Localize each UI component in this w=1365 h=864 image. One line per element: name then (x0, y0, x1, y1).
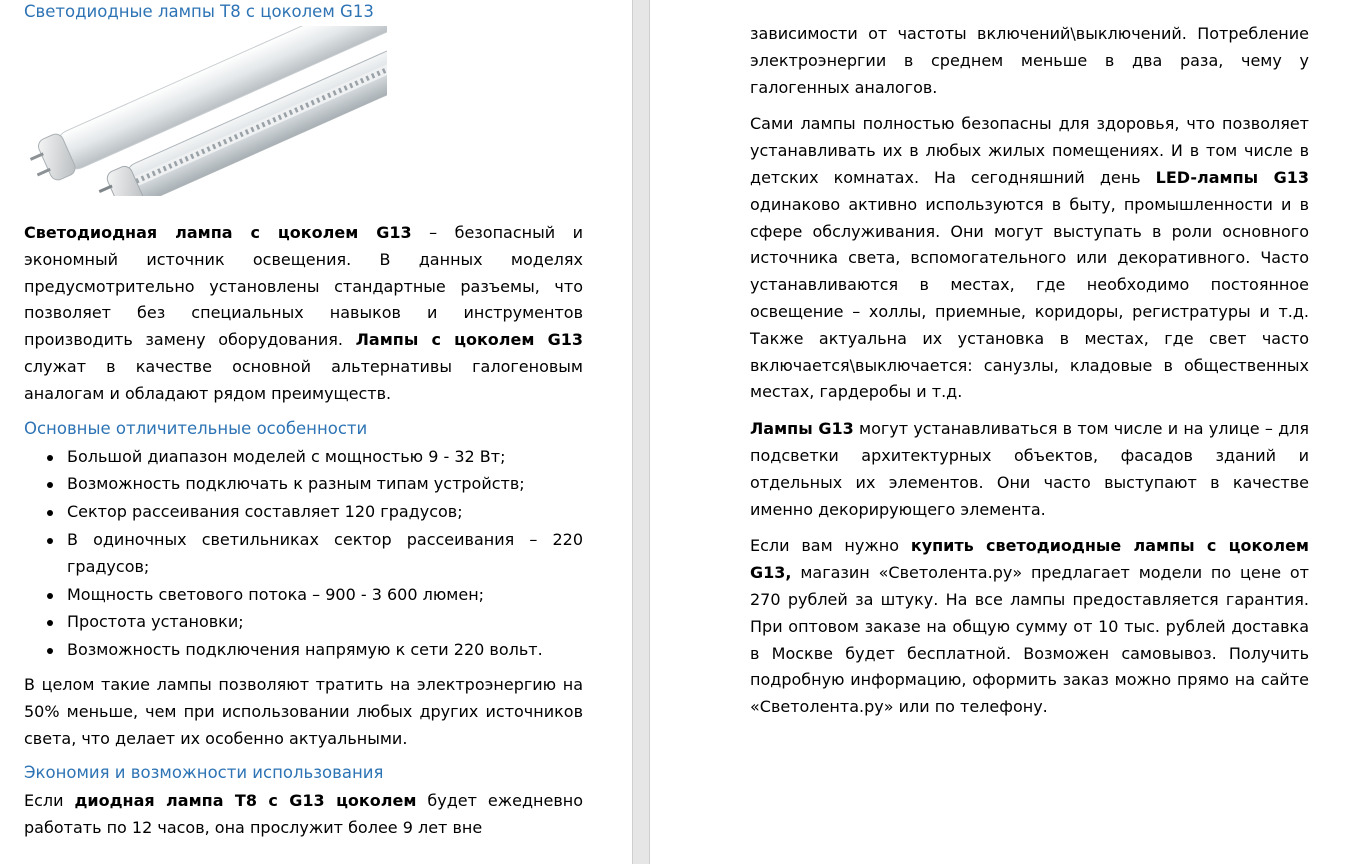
features-heading: Основные отличительные особенности (24, 418, 368, 438)
outdoor-paragraph: Лампы G13 могут устанавливаться в том числе и на улице – для подсветки архитектурных объектов, фасадов зданий и отдельных их элементов. Они часто выступают в качестве именно декорирующего элемента. (750, 419, 1310, 519)
summary-paragraph: В целом такие лампы позволяют тратить на электроэнергию на 50% меньше, чем при использовании любых других источников света, что делает их особенно актуальными. (24, 674, 583, 748)
purchase-paragraph: Если вам нужно купить светодиодные лампы с цоколем G13, магазин «Светолента.ру» предлагает модели по цене от 270 рублей за штуку. На все лампы предоставляется гарантия. При оптовом заказе на общую сумму от 10 тыс. рублей доставка в Москве будет бесплатной. Возможен самовывоз. Получить подробную информацию, оформить заказ можно прямо на сайте «Светолента.ру» или по телефону. (750, 536, 1310, 717)
list-item: Сектор рассеивания составляет 120 градусов; (67, 499, 583, 526)
list-item: Возможность подключать к разным типам устройств; (67, 471, 583, 498)
list-item: Большой диапазон моделей с мощностью 9 - 32 Вт; (67, 444, 583, 471)
document-page-left (0, 0, 632, 864)
list-item: Мощность светового потока – 900 - 3 600 люмен; (67, 582, 583, 609)
led-tube-lamps-photo (24, 26, 387, 196)
left-column (24, 0, 583, 852)
economy-paragraph: Если диодная лампа Т8 с G13 цоколем будет ежедневно работать по 12 часов, она прослужит более 9 лет вне (24, 791, 584, 838)
list-item: В одиночных светильниках сектор рассеивания – 220 градусов; (67, 527, 583, 581)
page-gap (632, 0, 650, 864)
economy-heading: Экономия и возможности использования (24, 763, 384, 783)
list-item: Простота установки; (67, 609, 583, 636)
right-column (750, 21, 1309, 731)
document-title: Светодиодные лампы Т8 с цоколем G13 (24, 2, 374, 21)
intro-paragraph: Светодиодная лампа с цоколем G13 – безопасный и экономный источник освещения. В данных моделях предусмотрительно установлены стандартные разъемы, что позволяет без специальных навыков и инструментов производить замену оборудования. Лампы с цоколем G13 служат в качестве основной альтернативы галогеновым аналогам и обладают рядом преимуществ. (24, 223, 583, 403)
safety-paragraph: Сами лампы полностью безопасны для здоровья, что позволяет устанавливать их в любых жилых помещениях. И в том числе в детских комнатах. На сегодняшний день LED-лампы G13 одинаково активно используются в быту, промышленности и в сфере обслуживания. Они могут выступать в роли основного источника света, вспомогательного или декоративного. Часто устанавливаются в местах, где необходимо постоянное освещение – холлы, приемные, коридоры, регистратуры и т.д. Также актуальна их установка в местах, где свет часто включается\выключается: санузлы, кладовые в общественных местах, гардеробы и т.д. (750, 114, 1310, 402)
features-list (24, 444, 583, 664)
list-item: Возможность подключения напрямую к сети 220 вольт. (67, 637, 583, 664)
continuation-paragraph: зависимости от частоты включений\выключений. Потребление электроэнергии в среднем меньше в два раза, чему у галогенных аналогов. (750, 24, 1309, 97)
document-page-right (650, 0, 1365, 864)
